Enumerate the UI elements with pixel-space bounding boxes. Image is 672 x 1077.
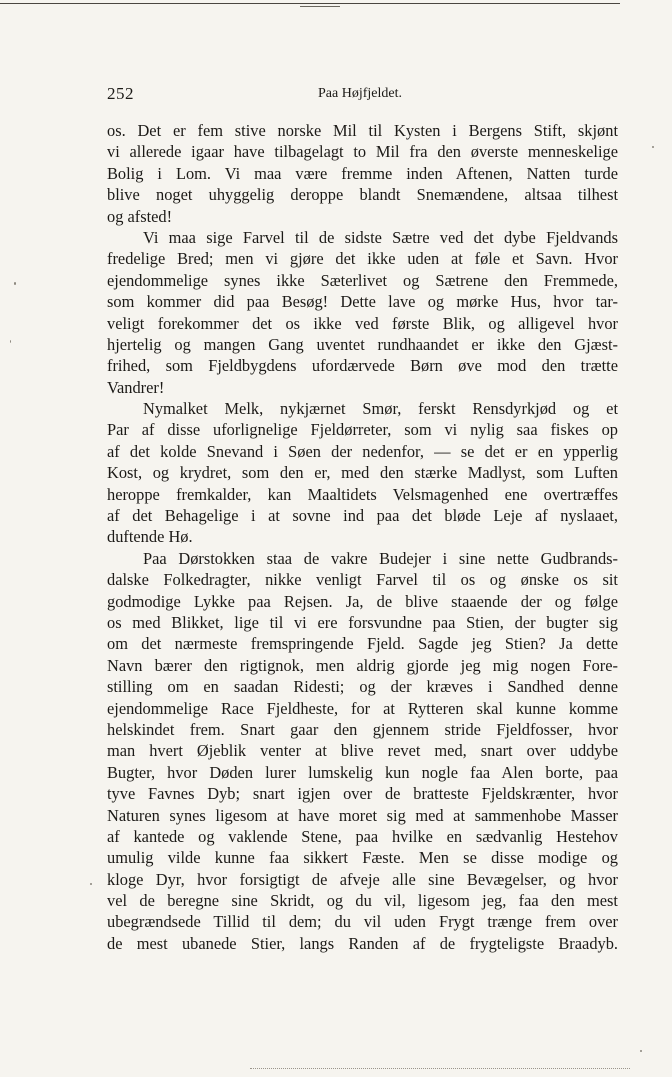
- text-line: Bugter, hvor Døden lurer lumskelig kun nogle faa Alen borte, paa: [107, 762, 618, 782]
- text-line: Kost, og krydret, som den er, med den stærke Madlyst, som Luften: [107, 463, 618, 483]
- text-line: umulig vilde kunne faa sikkert Fæste. Men se disse modige og: [107, 848, 618, 868]
- text-line: vel de beregne sine Skridt, og du vil, ligesom jeg, faa den mest: [107, 891, 618, 911]
- text-line: kloge Dyr, hvor forsigtigt de afveje alle sine Bevægelser, og hvor: [107, 869, 618, 889]
- text-line: veligt forekommer det os ikke ved første Blik, og alligevel hvor: [107, 313, 618, 333]
- text-line: hjertelig og mangen Gang uventet rundhaandet er ikke den Gjæst-: [107, 334, 618, 354]
- text-line: duftende Hø.: [107, 527, 193, 547]
- text-line: ubegrændsede Tillid til dem; du vil uden Frygt trænge frem over: [107, 912, 618, 932]
- text-line: ejendommelige synes ikke Sæterlivet og Sætrene den Fremmede,: [107, 270, 618, 290]
- text-line: Naturen synes ligesom at have moret sig med at sammenhobe Masser: [107, 805, 618, 825]
- text-line: og afsted!: [107, 206, 173, 226]
- running-head: [107, 84, 617, 106]
- text-line: de mest ubanede Stier, langs Randen af de frygteligste Braadyb.: [107, 933, 618, 953]
- page-number: 252: [107, 84, 134, 103]
- text-line: os med Blikket, lige til vi ere forsvundne paa Stien, der bugter sig: [107, 612, 618, 632]
- scan-speck: [10, 340, 11, 343]
- text-line: Bolig i Lom. Vi maa være fremme inden Aftenen, Natten turde: [107, 163, 618, 183]
- text-line: Par af disse uforlignelige Fjeldørreter, som vi nylig saa fiskes op: [107, 420, 618, 440]
- text-line: Paa Dørstokken staa de vakre Budejer i sine nette Gudbrands-: [143, 548, 618, 568]
- text-line: blive noget uhyggelig deroppe blandt Snemændene, altsaa tilhest: [107, 185, 618, 205]
- text-line: af det kolde Snevand i Søen der nedenfor, — se det er en ypperlig: [107, 441, 618, 461]
- text-line: stilling om en saadan Ridesti; og der kræves i Sandhed denne: [107, 677, 618, 697]
- text-line: os. Det er fem stive norske Mil til Kysten i Bergens Stift, skjønt: [107, 121, 618, 140]
- text-line: fredelige Bred; men vi gjøre det ikke uden at føle et Savn. Hvor: [107, 249, 618, 269]
- text-line: Vi maa sige Farvel til de sidste Sætre ved det dybe Fjeldvands: [143, 227, 618, 247]
- text-line: man hvert Øjeblik venter at blive revet med, snart over uddybe: [107, 741, 618, 761]
- text-line: af det Behagelige i at sovne ind paa det bløde Leje af nyslaaet,: [107, 506, 618, 526]
- top-edge-rule: [0, 3, 620, 4]
- text-body: [107, 120, 618, 954]
- text-line: dalske Folkedragter, nikke venligt Farvel til os og ønske os sit: [107, 570, 618, 590]
- text-line: heroppe fremkalder, kan Maaltidets Velsmagenhed ene overtræffes: [107, 484, 618, 504]
- text-line: vi allerede igaar have tilbagelagt to Mil fra den øverste menneskelige: [107, 142, 618, 162]
- text-line: som kommer did paa Besøg! Dette lave og mørke Hus, hvor tar-: [107, 292, 618, 312]
- scan-speck: [652, 146, 654, 148]
- text-line: godmodige Lykke paa Rejsen. Ja, de blive staaende der og følge: [107, 591, 618, 611]
- scan-speck: [640, 1050, 642, 1052]
- bottom-edge-noise: [250, 1068, 630, 1069]
- text-line: Vandrer!: [107, 377, 165, 397]
- text-line: ejendommelige Race Fjeldheste, for at Rytteren skal kunne komme: [107, 698, 618, 718]
- text-line: frihed, som Fjeldbygdens ufordærvede Børn øve mod den trætte: [107, 356, 618, 376]
- text-line: tyve Favnes Dyb; snart igjen over de bratteste Fjeldskrænter, hvor: [107, 784, 618, 804]
- text-line: om det nærmeste fremspringende Fjeld. Sagde jeg Stien? Ja dette: [107, 634, 618, 654]
- running-title: Paa Højfjeldet.: [318, 86, 402, 101]
- text-line: af kantede og vaklende Stene, paa hvilke en sædvanlig Hestehov: [107, 826, 618, 846]
- scan-speck: [14, 282, 16, 285]
- top-edge-mark: [300, 6, 340, 7]
- text-line: Nymalket Melk, nykjærnet Smør, ferskt Rensdyrkjød og et: [143, 399, 618, 419]
- text-line: Navn bærer den rigtignok, men aldrig gjorde jeg mig nogen Fore-: [107, 655, 618, 675]
- scan-speck: [90, 883, 92, 885]
- text-line: helskindet frem. Snart gaar den gjennem stride Fjeldfosser, hvor: [107, 719, 618, 739]
